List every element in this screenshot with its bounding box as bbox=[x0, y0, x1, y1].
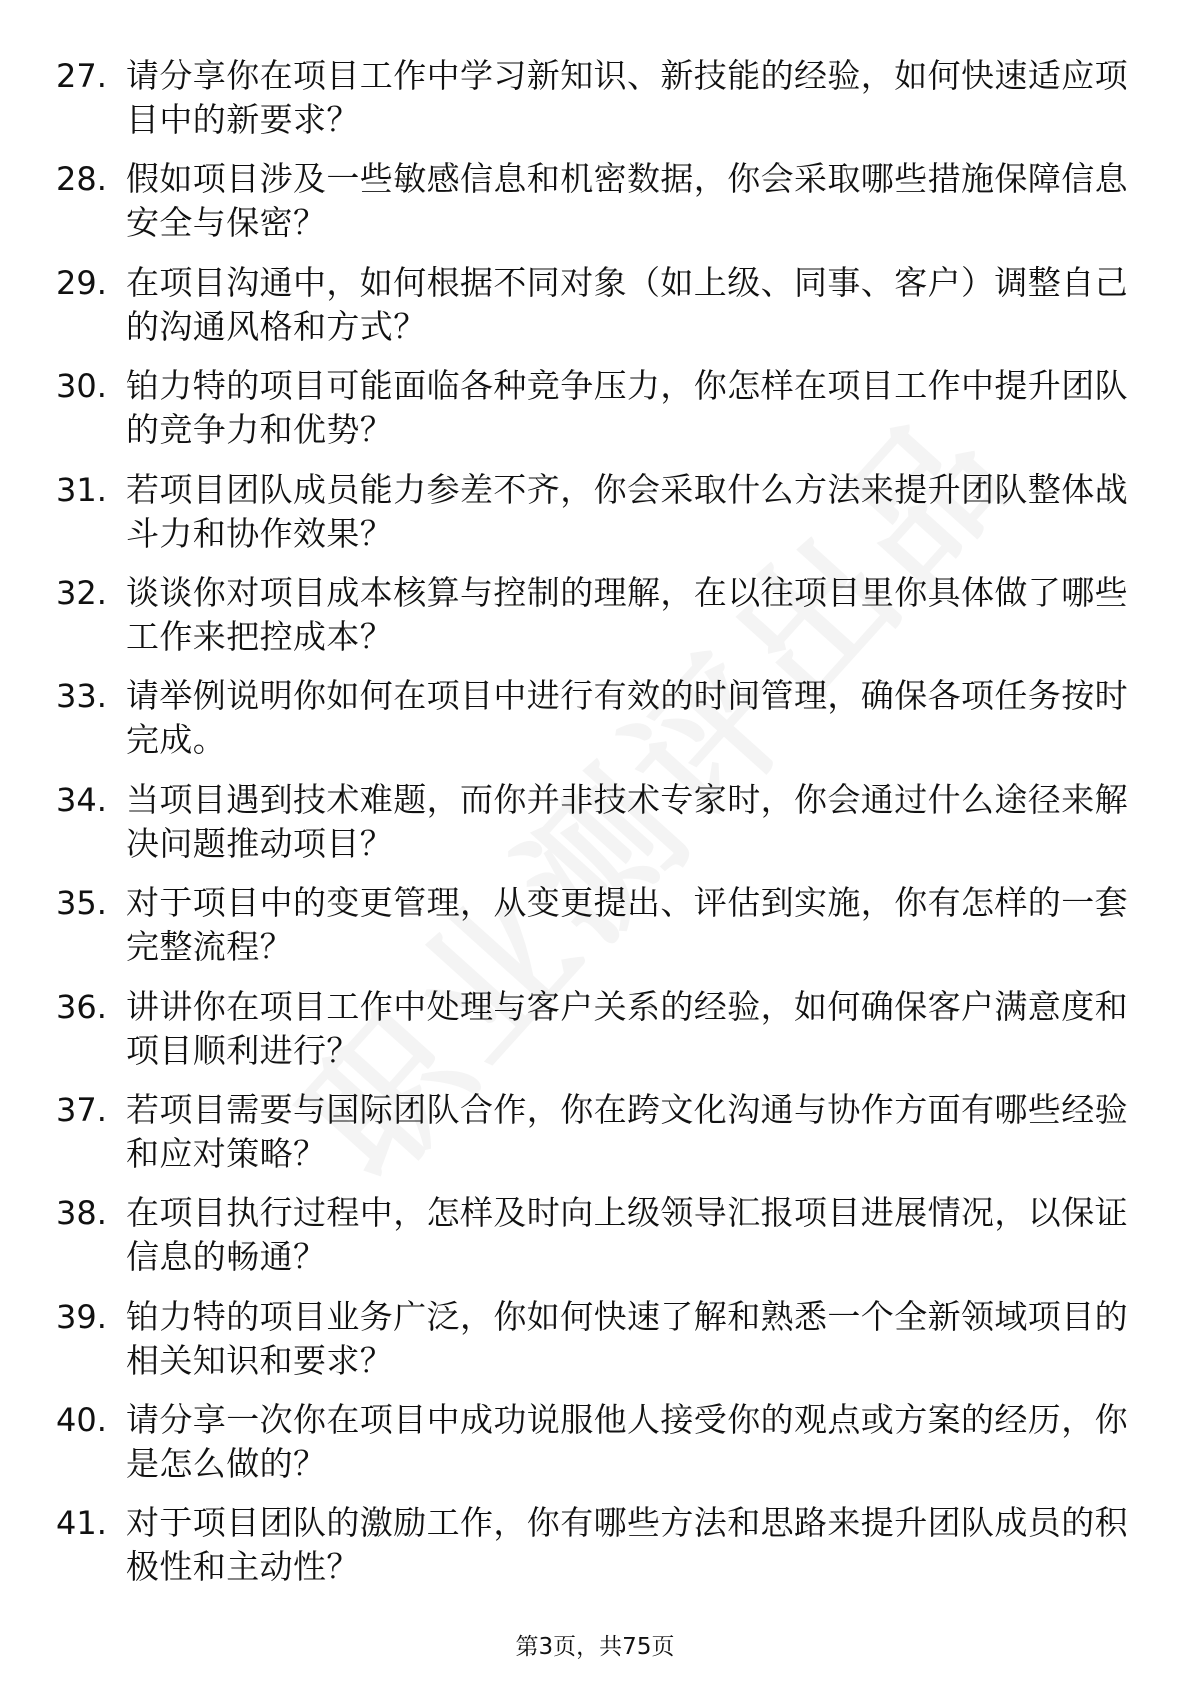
question-number: 32. bbox=[56, 573, 107, 612]
question-text: 讲讲你在项目工作中处理与客户关系的经验，如何确保客户满意度和项目顺利进行？ bbox=[126, 986, 1128, 1070]
question-text: 若项目团队成员能力参差不齐，你会采取什么方法来提升团队整体战斗力和协作效果？ bbox=[126, 469, 1128, 553]
question-text: 请分享一次你在项目中成功说服他人接受你的观点或方案的经历，你是怎么做的？ bbox=[126, 1400, 1128, 1484]
question-number: 38. bbox=[56, 1194, 107, 1233]
question-text: 谈谈你对项目成本核算与控制的理解，在以往项目里你具体做了哪些工作来把控成本？ bbox=[126, 572, 1128, 656]
question-item bbox=[0, 1501, 1190, 1604]
question-item bbox=[0, 54, 1190, 157]
question-text: 请举例说明你如何在项目中进行有效的时间管理，确保各项任务按时完成。 bbox=[126, 676, 1128, 760]
question-number: 35. bbox=[56, 884, 107, 923]
question-number: 30. bbox=[56, 367, 107, 406]
question-number: 41. bbox=[56, 1504, 107, 1543]
question-item bbox=[0, 1295, 1190, 1398]
question-item bbox=[0, 571, 1190, 674]
question-item bbox=[0, 778, 1190, 881]
page-number-label: 第3页，共75页 bbox=[515, 1634, 675, 1660]
question-item bbox=[0, 674, 1190, 777]
question-item bbox=[0, 1398, 1190, 1501]
question-text: 在项目沟通中，如何根据不同对象（如上级、同事、客户）调整自己的沟通风格和方式？ bbox=[126, 262, 1128, 346]
question-item bbox=[0, 881, 1190, 984]
question-item bbox=[0, 468, 1190, 571]
question-number: 40. bbox=[56, 1401, 107, 1440]
question-number: 27. bbox=[56, 57, 107, 95]
question-item bbox=[0, 157, 1190, 260]
question-item bbox=[0, 1088, 1190, 1191]
question-text: 当项目遇到技术难题，而你并非技术专家时，你会通过什么途径来解决问题推动项目？ bbox=[126, 779, 1128, 863]
question-item bbox=[0, 364, 1190, 467]
page-footer bbox=[0, 1632, 1190, 1662]
question-number: 34. bbox=[56, 780, 107, 819]
question-number: 37. bbox=[56, 1090, 107, 1129]
question-number: 33. bbox=[56, 677, 107, 716]
question-number: 29. bbox=[56, 263, 107, 302]
question-text: 若项目需要与国际团队合作，你在跨文化沟通与协作方面有哪些经验和应对策略？ bbox=[126, 1089, 1128, 1173]
question-number: 39. bbox=[56, 1297, 107, 1336]
question-item bbox=[0, 1191, 1190, 1294]
question-text: 对于项目团队的激励工作，你有哪些方法和思路来提升团队成员的积极性和主动性？ bbox=[126, 1503, 1128, 1587]
question-number: 36. bbox=[56, 987, 107, 1026]
question-text: 对于项目中的变更管理，从变更提出、评估到实施，你有怎样的一套完整流程？ bbox=[126, 883, 1128, 967]
question-item bbox=[0, 261, 1190, 364]
question-text: 在项目执行过程中，怎样及时向上级领导汇报项目进展情况，以保证信息的畅通？ bbox=[126, 1193, 1128, 1277]
question-item bbox=[0, 985, 1190, 1088]
question-text: 假如项目涉及一些敏感信息和机密数据，你会采取哪些措施保障信息安全与保密？ bbox=[126, 159, 1128, 243]
question-list bbox=[0, 54, 1190, 1605]
question-number: 28. bbox=[56, 160, 107, 199]
question-text: 请分享你在项目工作中学习新知识、新技能的经验，如何快速适应项目中的新要求？ bbox=[126, 56, 1128, 139]
question-number: 31. bbox=[56, 470, 107, 509]
question-text: 铂力特的项目业务广泛，你如何快速了解和熟悉一个全新领域项目的相关知识和要求？ bbox=[126, 1296, 1128, 1380]
question-text: 铂力特的项目可能面临各种竞争压力，你怎样在项目工作中提升团队的竞争力和优势？ bbox=[126, 366, 1128, 450]
